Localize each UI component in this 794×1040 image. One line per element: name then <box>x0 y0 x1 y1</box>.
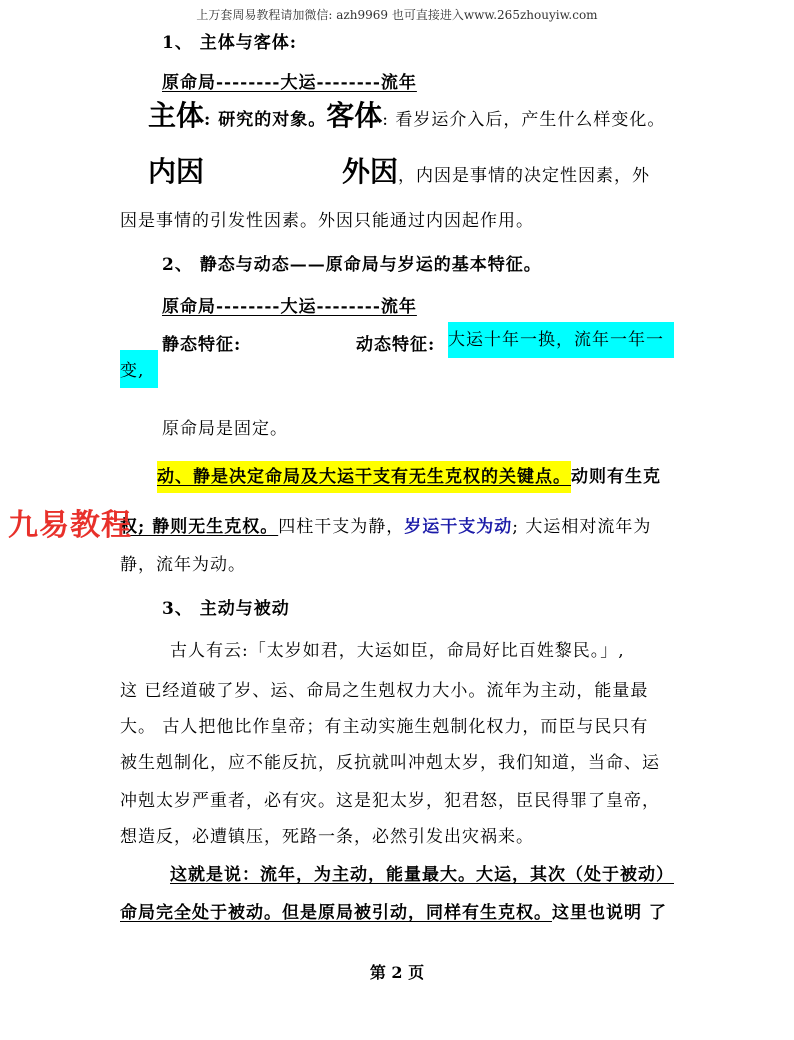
b2-underlined: 命局完全处于被动。但是原局被引动，同样有生克权。 <box>120 903 552 923</box>
page-number: 第 2 页 <box>369 963 425 982</box>
subject-object-line <box>148 94 665 134</box>
l2-part2: 四柱干支为静， <box>278 517 405 537</box>
zhuti-desc: : 研究的对象。 <box>204 110 327 130</box>
dynamic-desc-2: 变, <box>120 350 158 388</box>
section3-heading: 3、 主动与被动 <box>162 599 290 619</box>
keti-desc: : 看岁运介入后，产生什么样变化。 <box>382 110 666 130</box>
l2-part3: ; 大运相对流年为 <box>512 517 652 537</box>
l2-part1: 权; 静则无生克权。 <box>120 517 279 537</box>
watermark-logo: 九易教程 <box>8 508 132 543</box>
dynamic-desc-1: 大运十年一换，流年一年一 <box>448 322 674 358</box>
section1-line2: 因是事情的引发性因素。外因只能通过内因起作用。 <box>120 211 534 231</box>
static-label: 静态特征: <box>162 335 242 355</box>
waiyin-line <box>342 150 650 190</box>
waiyin-desc: ，内因是事情的决定性因素，外 <box>398 166 651 186</box>
fixed-line: 原命局是固定。 <box>162 419 288 439</box>
l2-blue: 岁运干支为动 <box>404 517 513 537</box>
key-line-1 <box>157 462 661 487</box>
key-highlight: 动、静是决定命局及大运干支有无生克权的关键点。 <box>157 461 571 493</box>
waiyin-term: 外因 <box>342 155 399 188</box>
b2-rest: 这里也说明 了 <box>552 903 667 923</box>
section3-p5: 冲剋太岁严重者，必有灾。这是犯太岁，犯君怒，臣民得罪了皇帝， <box>120 791 660 811</box>
section3-p4: 被生剋制化，应不能反抗，反抗就叫冲剋太岁，我们知道，当命、运 <box>120 753 660 773</box>
section3-b2 <box>120 898 667 923</box>
key-line-2 <box>120 512 651 537</box>
section2-chain: 原命局--------大运--------流年 <box>162 297 417 317</box>
keti-term: 客体 <box>326 99 383 132</box>
page-header: 上万套周易教程请加微信: azh9969 也可直接进入www.265zhouyiw.com <box>196 8 598 22</box>
section1-heading: 1、 主体与客体: <box>162 33 298 53</box>
section3-p2: 这 已经道破了岁、运、命局之生剋权力大小。流年为主动，能量最 <box>120 681 649 701</box>
zhuti-term: 主体 <box>148 99 205 132</box>
section3-p1: 古人有云:「太岁如君，大运如臣，命局好比百姓黎民。」, <box>170 641 625 661</box>
key-rest: 动则有生克 <box>571 467 661 487</box>
section3-p3: 大。 古人把他比作皇帝；有主动实施生剋制化权力，而臣与民只有 <box>120 717 649 737</box>
dynamic-label: 动态特征: <box>356 335 436 355</box>
section1-chain: 原命局--------大运--------流年 <box>162 73 417 93</box>
key-line-3: 静，流年为动。 <box>120 555 246 575</box>
neiyin-term: 内因 <box>148 155 205 188</box>
section2-heading: 2、 静态与动态——原命局与岁运的基本特征。 <box>162 255 542 275</box>
section3-b1: 这就是说：流年，为主动，能量最大。大运，其次（处于被动） <box>170 865 674 885</box>
section3-p6: 想造反，必遭镇压，死路一条，必然引发出灾祸来。 <box>120 827 534 847</box>
